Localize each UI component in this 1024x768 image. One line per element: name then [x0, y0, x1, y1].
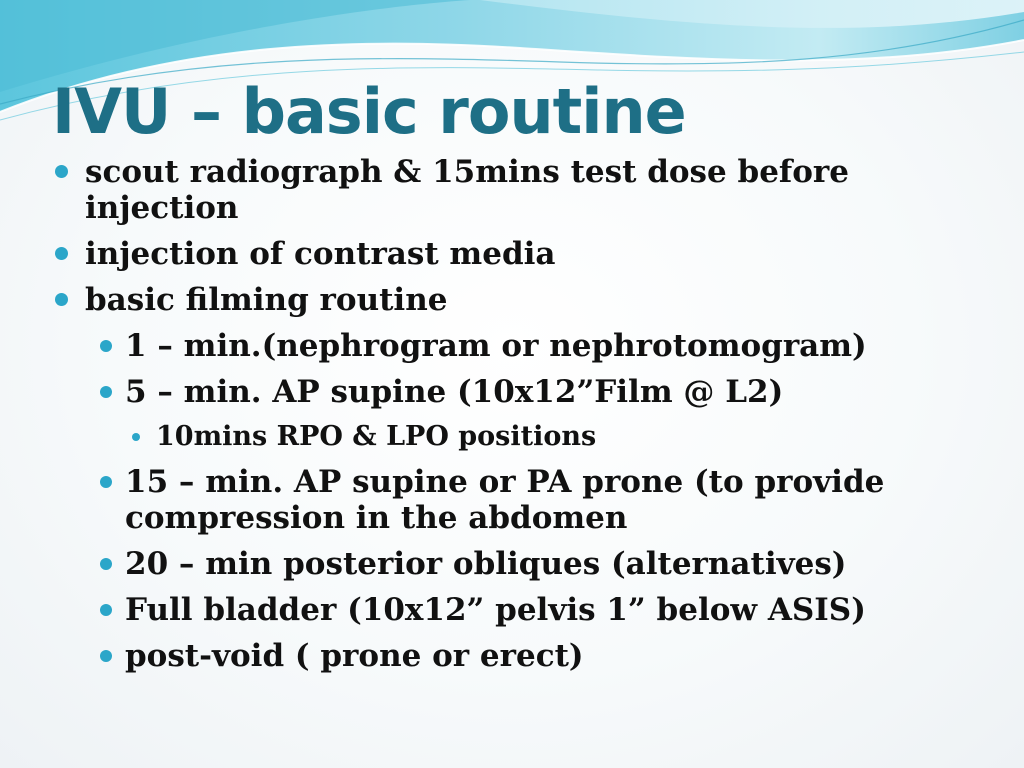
sub-bullet-item	[52, 374, 952, 410]
bullet-item	[52, 236, 952, 272]
bullet-item	[52, 282, 952, 318]
bullet-item	[52, 154, 952, 226]
sub-bullet-icon	[100, 386, 112, 398]
slide-title: IVU – basic routine	[52, 75, 686, 148]
bullet-text: injection of contrast media	[85, 236, 556, 272]
sub-bullet-item	[52, 464, 952, 536]
sub-bullet-text: post-void ( prone or erect)	[125, 638, 584, 674]
sub-bullet-text: 1 – min.(nephrogram or nephrotomogram)	[125, 328, 867, 364]
sub-bullet-icon	[100, 558, 112, 570]
bullet-icon	[55, 247, 68, 260]
slide-content	[52, 154, 952, 684]
sub-sub-bullet-item	[52, 420, 952, 454]
sub-bullet-icon	[100, 476, 112, 488]
sub-bullet-item	[52, 638, 952, 674]
sub-bullet-text: 20 – min posterior obliques (alternatives)	[125, 546, 847, 582]
bullet-text: basic filming routine	[85, 282, 448, 318]
sub-bullet-item	[52, 328, 952, 364]
sub-bullet-icon	[100, 604, 112, 616]
bullet-icon	[55, 293, 68, 306]
sub-bullet-text: Full bladder (10x12” pelvis 1” below ASIS)	[125, 592, 866, 628]
sub-sub-bullet-text: 10mins RPO & LPO positions	[156, 421, 597, 452]
bullet-text: scout radiograph & 15mins test dose before injection	[85, 154, 849, 226]
sub-sub-bullet-icon	[132, 433, 140, 441]
bullet-list	[52, 154, 952, 674]
bullet-icon	[55, 165, 68, 178]
sub-bullet-item	[52, 592, 952, 628]
sub-bullet-text: 15 – min. AP supine or PA prone (to provide compression in the abdomen	[125, 464, 885, 536]
sub-bullet-text: 5 – min. AP supine (10x12”Film @ L2)	[125, 374, 784, 410]
sub-bullet-item	[52, 546, 952, 582]
sub-bullet-icon	[100, 340, 112, 352]
sub-bullet-icon	[100, 650, 112, 662]
